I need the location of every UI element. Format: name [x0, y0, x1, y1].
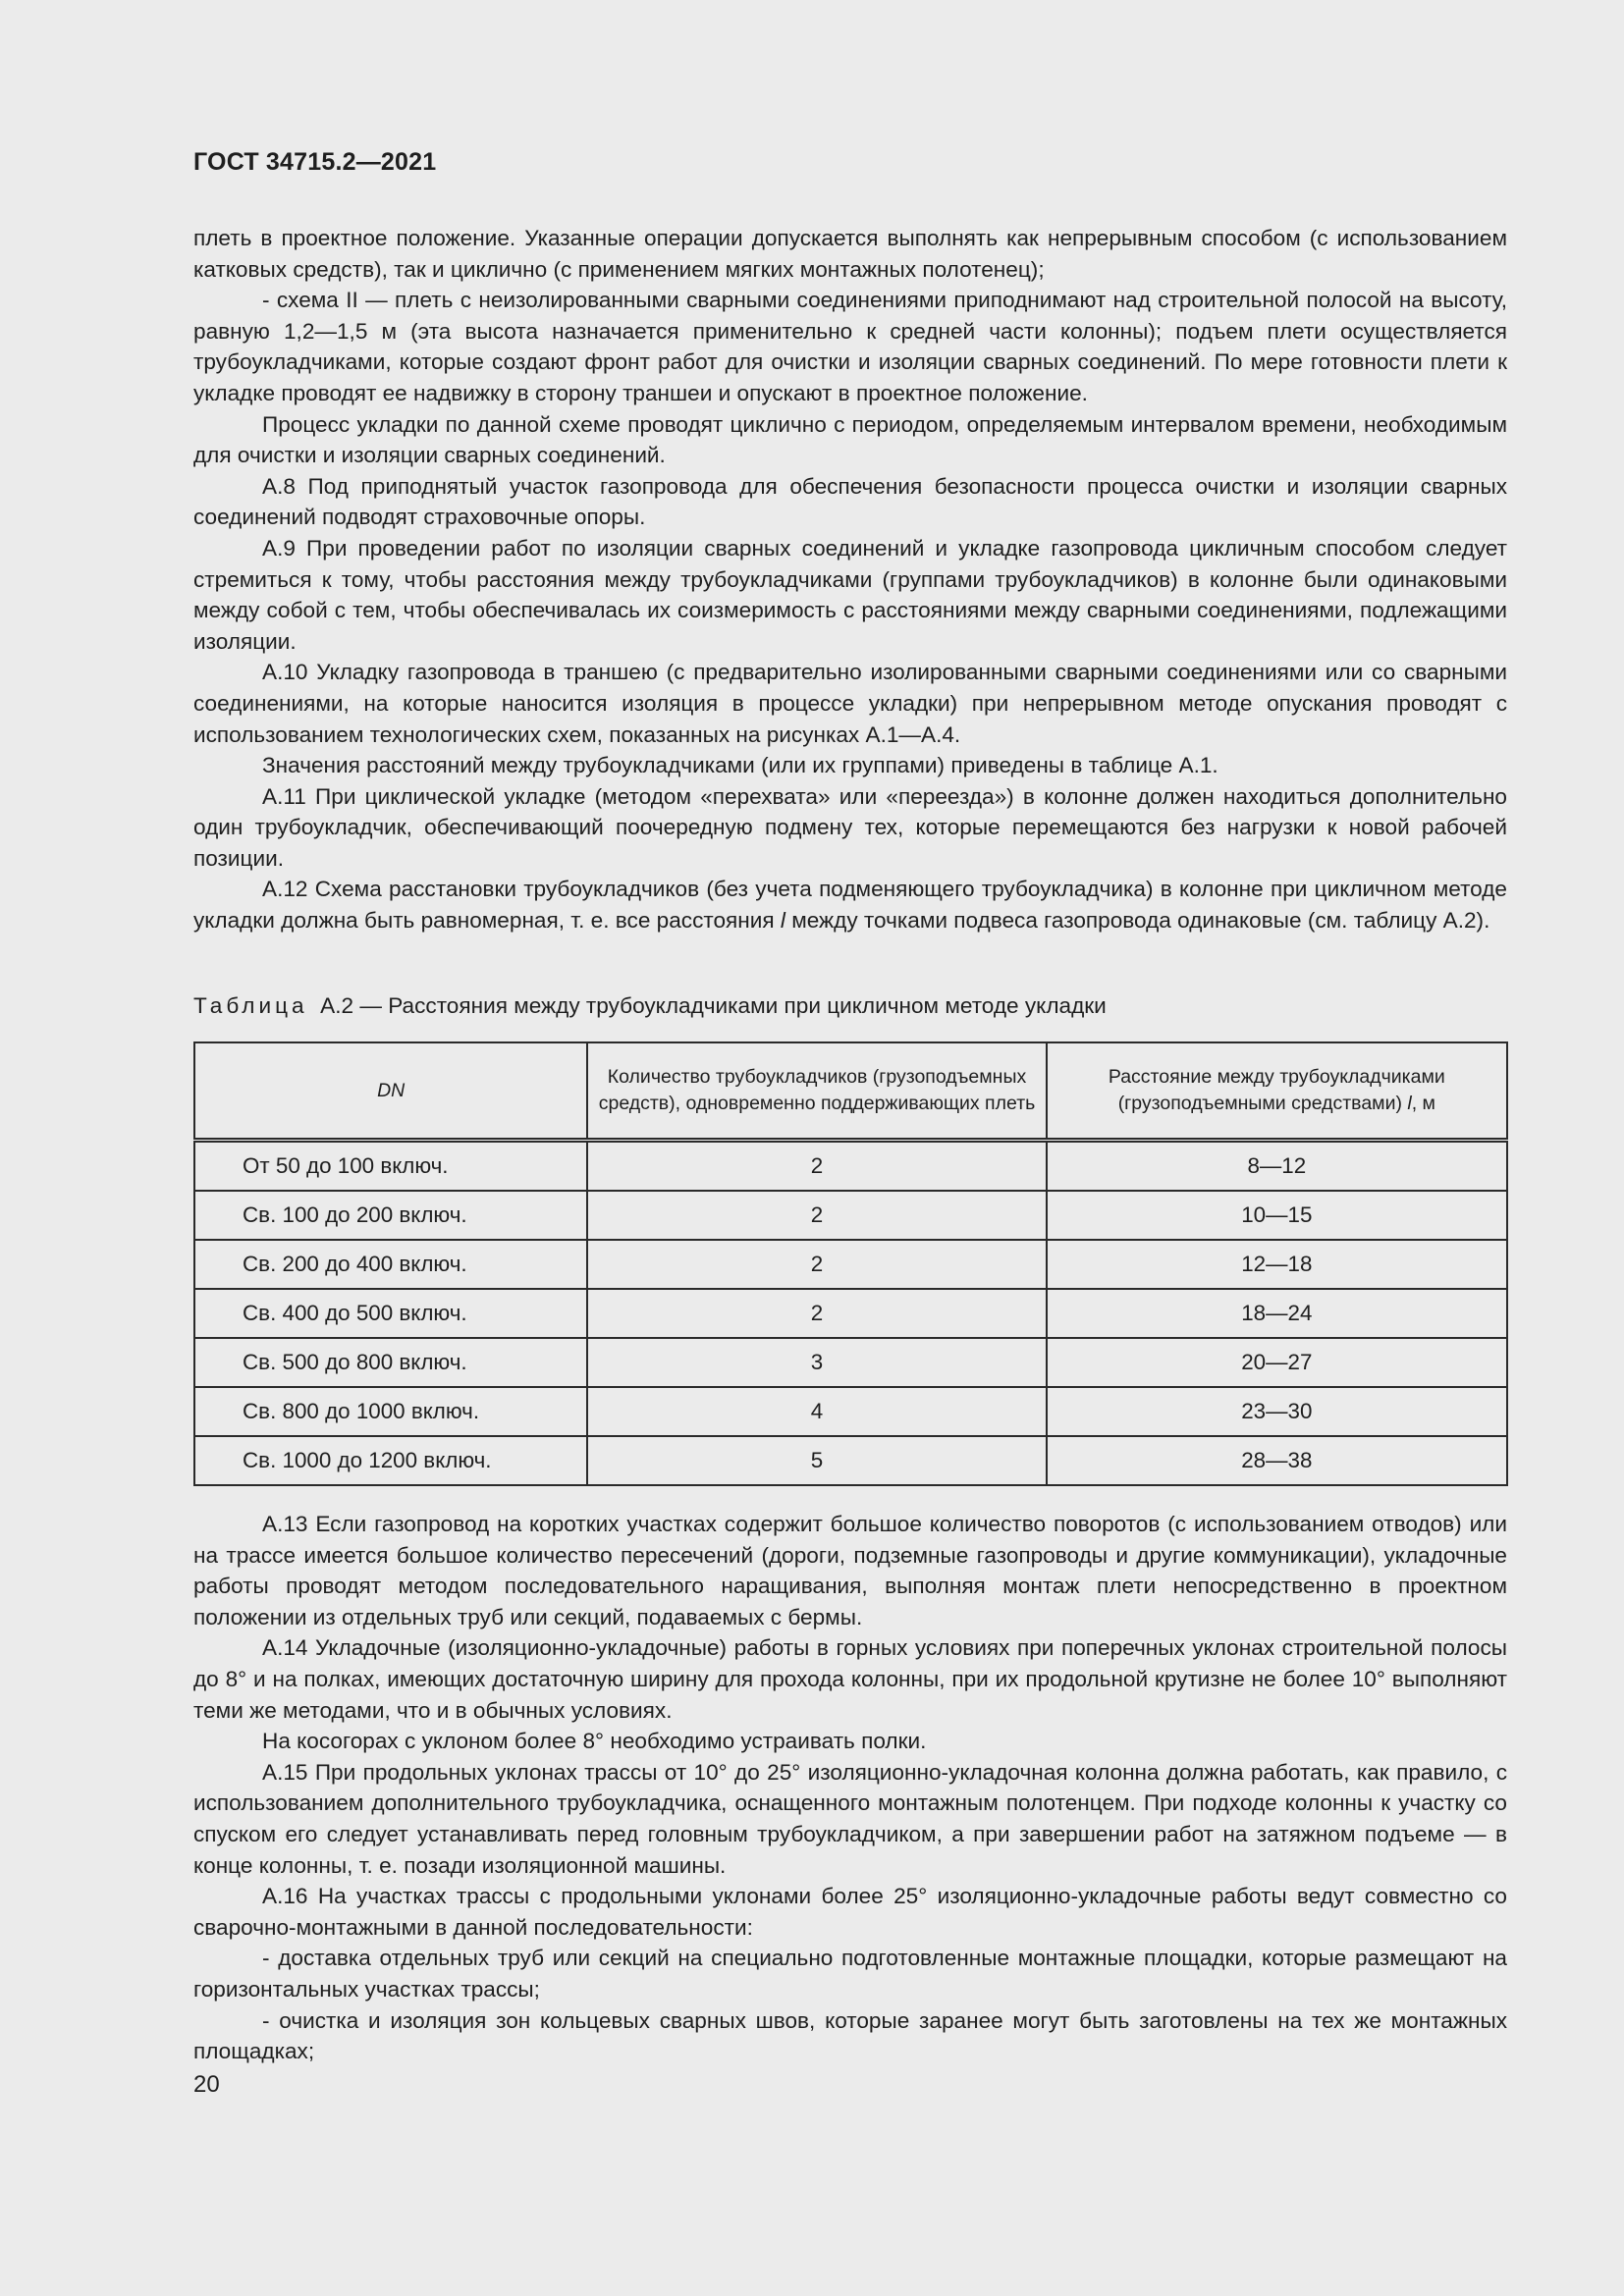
paragraph: Процесс укладки по данной схеме проводят циклично с периодом, определяемым интервалом времени, необходимым для очистки и изоляции сварных соединений. [193, 411, 1507, 468]
cell-count: 2 [587, 1289, 1046, 1338]
cell-distance: 28—38 [1047, 1436, 1507, 1485]
cell-count: 5 [587, 1436, 1046, 1485]
cell-count: 2 [587, 1240, 1046, 1289]
cell-dn: Св. 100 до 200 включ. [194, 1191, 587, 1240]
document-header: ГОСТ 34715.2—2021 [193, 148, 437, 176]
cell-dn: Св. 1000 до 1200 включ. [194, 1436, 587, 1485]
body-text-top [193, 223, 1507, 936]
cell-dn: От 50 до 100 включ. [194, 1141, 587, 1192]
header-distance: Расстояние между трубоукладчиками (грузоподъемными средствами) l, м [1047, 1042, 1507, 1141]
paragraph: А.14 Укладочные (изоляционно-укладочные) работы в горных условиях при поперечных уклонах строительной полосы до 8° и на полках, имеющих достаточную ширину для прохода колонны, при их продольной крутизне не более 10° выполняют теми же методами, что и в обычных условиях. [193, 1635, 1507, 1723]
page-number: 20 [193, 2071, 220, 2098]
cell-distance: 23—30 [1047, 1387, 1507, 1436]
paragraph: А.13 Если газопровод на коротких участках содержит большое количество поворотов (с использованием отводов) или на трассе имеется большое количество пересечений (дороги, подземные газопроводы и другие коммуникации), укладочные работы проводят методом последовательного наращивания, выполняя монтаж плети непосредственно в проектном положении из отдельных труб или секций, подаваемых с бермы. [193, 1512, 1507, 1629]
table-row [194, 1338, 1507, 1387]
paragraph: А.12 Схема расстановки трубоукладчиков (без учета подменяющего трубоукладчика) в колонне при цикличном методе укладки должна быть равномерная, т. е. все расстояния l между точками подвеса газопровода одинаковые (см. таблицу А.2). [193, 877, 1507, 934]
cell-distance: 20—27 [1047, 1338, 1507, 1387]
paragraph: Значения расстояний между трубоукладчиками (или их группами) приведены в таблице А.1. [262, 753, 1218, 778]
cell-distance: 10—15 [1047, 1191, 1507, 1240]
table-row [194, 1289, 1507, 1338]
paragraph: А.8 Под приподнятый участок газопровода для обеспечения безопасности процесса очистки и изоляции сварных соединений подводят страховочные опоры. [193, 473, 1507, 530]
header-count: Количество трубоукладчиков (грузоподъемных средств), одновременно поддерживающих плеть [587, 1042, 1046, 1141]
cell-dn: Св. 400 до 500 включ. [194, 1289, 587, 1338]
table-row [194, 1240, 1507, 1289]
paragraph: На косогорах с уклоном более 8° необходимо устраивать полки. [262, 1729, 927, 1754]
paragraph: А.11 При циклической укладке (методом «перехвата» или «переезда») в колонне должен находиться дополнительно один трубоукладчик, обеспечивающий поочередную подмену тех, которые перемещаются без нагрузки к новой рабочей позиции. [193, 783, 1507, 871]
cell-count: 2 [587, 1191, 1046, 1240]
paragraph: плеть в проектное положение. Указанные операции допускается выполнять как непрерывным способом (с использованием катковых средств), так и циклично (с применением мягких монтажных полотенец); [193, 226, 1507, 282]
paragraph: - схема II — плеть с неизолированными сварными соединениями приподнимают над строительной полосой на высоту, равную 1,2—1,5 м (эта высота назначается применительно к средней части колонны); подъем плети осуществляется трубоукладчиками, которые создают фронт работ для очистки и изоляции сварных соединений. По мере готовности плети к укладке проводят ее надвижку в сторону траншеи и опускают в проектное положение. [193, 288, 1507, 405]
paragraph: - доставка отдельных труб или секций на специально подготовленные монтажные площадки, которые размещают на горизонтальных участках трассы; [193, 1946, 1507, 2002]
table-row [194, 1141, 1507, 1192]
paragraph: А.10 Укладку газопровода в траншею (с предварительно изолированными сварными соединениями или со сварными соединениями, на которые наносится изоляция в процессе укладки) при непрерывном методе опускания проводят с использованием технологических схем, показанных на рисунках А.1—А.4. [193, 660, 1507, 747]
table-caption-prefix: Таблица [193, 993, 308, 1018]
cell-distance: 18—24 [1047, 1289, 1507, 1338]
cell-count: 2 [587, 1141, 1046, 1192]
table-row [194, 1191, 1507, 1240]
table-caption [193, 991, 1107, 1021]
table-caption-title: А.2 — Расстояния между трубоукладчиками при цикличном методе укладки [320, 993, 1107, 1018]
body-text-bottom [193, 1509, 1507, 2067]
cell-distance: 12—18 [1047, 1240, 1507, 1289]
cell-count: 3 [587, 1338, 1046, 1387]
cell-dn: Св. 500 до 800 включ. [194, 1338, 587, 1387]
table-row [194, 1436, 1507, 1485]
paragraph: А.15 При продольных уклонах трассы от 10° до 25° изоляционно-укладочная колонна должна работать, как правило, с использованием дополнительного трубоукладчика, оснащенного монтажным полотенцем. При подходе колонны к участку со спуском его следует устанавливать перед головным трубоукладчиком, а при завершении работ на затяжном подъеме — в конце колонны, т. е. позади изоляционной машины. [193, 1759, 1507, 1878]
cell-dn: Св. 200 до 400 включ. [194, 1240, 587, 1289]
header-dn: DN [194, 1042, 587, 1141]
distance-table [193, 1041, 1508, 1486]
cell-distance: 8—12 [1047, 1141, 1507, 1192]
paragraph: А.16 На участках трассы с продольными уклонами более 25° изоляционно-укладочные работы ведут совместно со сварочно-монтажными в данной последовательности: [193, 1884, 1507, 1940]
table-header-row [194, 1042, 1507, 1141]
cell-dn: Св. 800 до 1000 включ. [194, 1387, 587, 1436]
paragraph: - очистка и изоляция зон кольцевых сварных швов, которые заранее могут быть заготовлены на тех же монтажных площадках; [193, 2007, 1507, 2064]
table-row [194, 1387, 1507, 1436]
cell-count: 4 [587, 1387, 1046, 1436]
paragraph: А.9 При проведении работ по изоляции сварных соединений и укладке газопровода цикличным способом следует стремиться к тому, чтобы расстояния между трубоукладчиками (группами трубоукладчиков) в колонне были одинаковыми между собой с тем, чтобы обеспечивалась их соизмеримость с расстояниями между сварными соединениями, подлежащими изоляции. [193, 535, 1507, 654]
